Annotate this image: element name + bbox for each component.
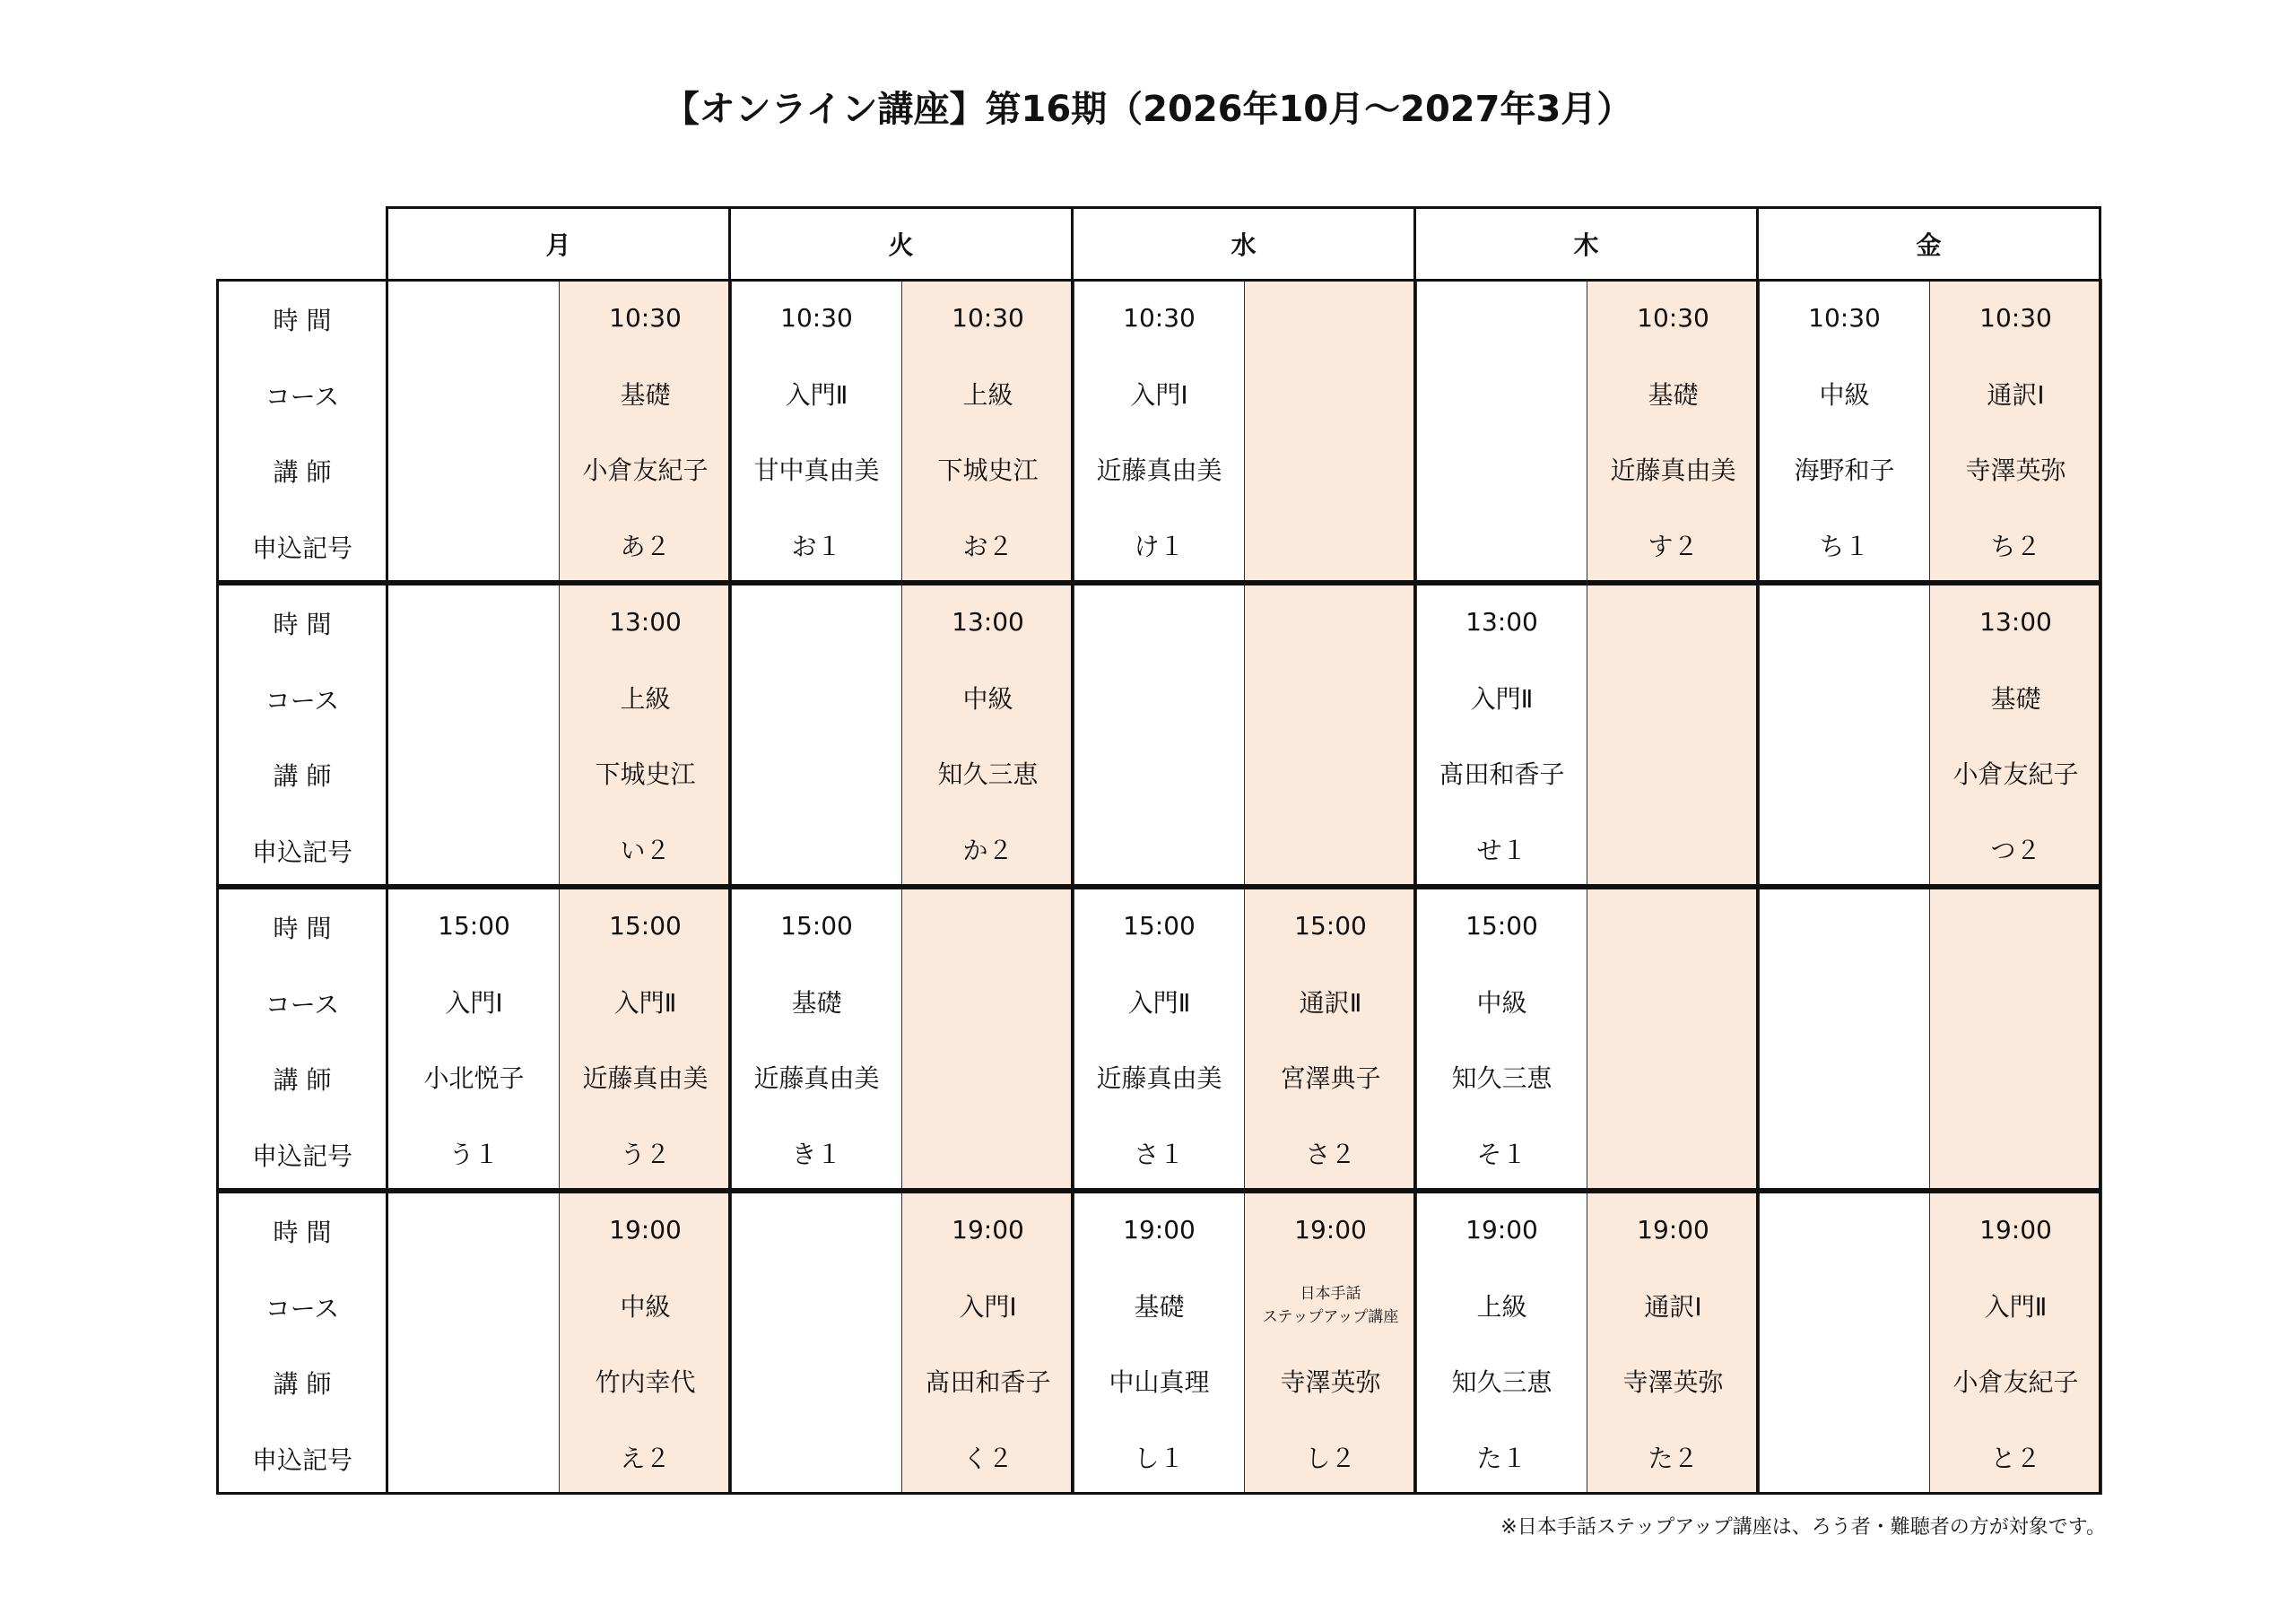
row-label: 時 間 [273,610,332,639]
slot-course: 入門Ⅱ [1984,1291,2048,1322]
slot-cell [1244,1191,1417,1495]
slot-teacher: 知久三恵 [1451,1063,1552,1093]
slot-cell [1244,887,1417,1191]
row-label: 申込記号 [251,533,352,563]
slot-course: 基礎 [620,379,671,410]
slot-code: た１ [1476,1443,1527,1473]
slot-course: 基礎 [1648,379,1699,410]
slot-time: 10:30 [609,302,682,333]
slot-course [1245,1268,1416,1343]
slot-time: 19:00 [1979,1214,2052,1245]
slot-cell [1929,1191,2102,1495]
slot-time: 19:00 [952,1214,1024,1245]
slot-course: 中級 [962,683,1013,714]
slot-cell [901,279,1074,583]
slot-time: 10:30 [1979,302,2052,333]
slot-cell [1758,279,1931,583]
slot-time: 19:00 [1294,1214,1367,1245]
slot-time: 10:30 [1808,302,1881,333]
slot-time: 19:00 [1637,1214,1709,1245]
slot-code: け１ [1134,531,1185,561]
slot-teacher: 近藤真由美 [582,1063,709,1093]
slot-course: 入門Ⅱ [785,379,848,410]
row-label: 申込記号 [251,837,352,867]
slot-teacher: 知久三恵 [937,759,1039,789]
slot-cell [901,1191,1074,1495]
slot-cell [559,583,732,887]
slot-course: 通訳Ⅱ [1299,987,1362,1018]
slot-course-part: 日本手話 [1300,1284,1361,1303]
slot-course: 入門Ⅰ [1130,379,1188,410]
slot-teacher: 近藤真由美 [1096,455,1222,485]
row-label: 申込記号 [251,1444,352,1475]
slot-course: 中級 [620,1291,671,1322]
slot-teacher: 近藤真由美 [753,1063,880,1093]
slot-teacher: 髙田和香子 [1439,759,1565,789]
slot-time: 15:00 [780,910,853,941]
slot-cell [1587,583,1760,887]
slot-time: 15:00 [1294,910,1367,941]
slot-cell [387,1191,561,1495]
slot-cell [1758,583,1931,887]
slot-cell [1073,279,1246,583]
row-label: コース [265,381,340,412]
slot-teacher: 宮澤典子 [1280,1063,1381,1093]
slot-course: 上級 [620,683,671,714]
page-title: 【オンライン講座】第16期（2026年10月～2027年3月） [663,89,1633,130]
slot-cell [1415,583,1588,887]
slot-course: 入門Ⅰ [959,1291,1017,1322]
row-label: 時 間 [273,1218,332,1247]
slot-time: 19:00 [1123,1214,1196,1245]
slot-teacher: 下城史江 [937,455,1039,485]
slot-cell [730,1191,903,1495]
day-header: 月 [386,206,731,282]
day-header: 火 [728,206,1074,282]
slot-time: 15:00 [609,910,682,941]
slot-teacher: 寺澤英弥 [1965,455,2066,485]
slot-code: く２ [962,1443,1013,1473]
slot-code: と２ [1990,1443,2041,1473]
slot-cell [1073,1191,1246,1495]
slot-code: す２ [1648,531,1699,561]
slot-cell [387,279,561,583]
row-label: 申込記号 [251,1141,352,1171]
slot-time: 15:00 [1465,910,1538,941]
slot-course: 上級 [1476,1291,1527,1322]
slot-code: き１ [791,1139,842,1169]
slot-time: 13:00 [952,606,1024,637]
slot-cell [1073,887,1246,1191]
slot-cell [1244,279,1417,583]
slot-code: え２ [620,1443,671,1473]
slot-cell [730,583,903,887]
footnote: ※日本手話ステップアップ講座は、ろう者・難聴者の方が対象です。 [1500,1516,2106,1539]
slot-cell [1758,887,1931,1191]
row-label: コース [265,685,340,716]
slot-code: お１ [791,531,842,561]
slot-teacher: 近藤真由美 [1096,1063,1222,1093]
slot-cell [559,1191,732,1495]
slot-teacher: 小倉友紀子 [1952,1367,2079,1397]
slot-cell [1587,887,1760,1191]
row-label-cell [216,887,388,1191]
slot-code: せ１ [1476,835,1527,865]
slot-teacher: 小北悦子 [423,1063,525,1093]
slot-cell [559,887,732,1191]
slot-cell [1415,279,1588,583]
slot-time: 13:00 [1979,606,2052,637]
slot-time: 15:00 [1123,910,1196,941]
slot-course: 入門Ⅱ [613,987,677,1018]
slot-code: し１ [1134,1443,1185,1473]
slot-code: ち１ [1819,531,1870,561]
slot-cell [1073,583,1246,887]
slot-teacher: 小倉友紀子 [1952,759,2079,789]
slot-cell [1415,1191,1588,1495]
slot-time: 10:30 [1123,302,1196,333]
schedule-table [216,206,2106,1499]
slot-cell [1244,583,1417,887]
slot-teacher: 中山真理 [1109,1367,1210,1397]
slot-cell [1929,583,2102,887]
slot-teacher: 甘中真由美 [753,455,880,485]
slot-cell [901,583,1074,887]
slot-teacher: 小倉友紀子 [582,455,709,485]
slot-cell [1587,1191,1760,1495]
slot-course: 入門Ⅰ [445,987,503,1018]
slot-code: い２ [620,835,671,865]
row-label: 講 師 [273,457,332,487]
slot-time: 19:00 [609,1214,682,1245]
slot-teacher: 寺澤英弥 [1622,1367,1724,1397]
slot-time: 19:00 [1465,1214,1538,1245]
slot-teacher: 知久三恵 [1451,1367,1552,1397]
slot-course: 入門Ⅱ [1127,987,1191,1018]
slot-cell [1929,279,2102,583]
slot-code: つ２ [1990,835,2041,865]
slot-time: 13:00 [609,606,682,637]
slot-cell [1758,1191,1931,1495]
slot-course: 中級 [1476,987,1527,1018]
slot-time: 15:00 [438,910,510,941]
slot-code: あ２ [620,531,671,561]
slot-cell [730,887,903,1191]
slot-cell [387,583,561,887]
row-label-cell [216,279,388,583]
slot-cell [730,279,903,583]
slot-code: ち２ [1990,531,2041,561]
slot-cell [387,887,561,1191]
row-label: 講 師 [273,761,332,791]
slot-cell [1587,279,1760,583]
slot-code: う１ [448,1139,500,1169]
row-label: 時 間 [273,914,332,943]
slot-cell [1415,887,1588,1191]
row-label: コース [265,1293,340,1323]
slot-time: 10:30 [952,302,1024,333]
slot-course: 中級 [1819,379,1870,410]
row-label-cell [216,1191,388,1495]
slot-teacher: 髙田和香子 [925,1367,1051,1397]
slot-course: 上級 [962,379,1013,410]
slot-code: さ２ [1305,1139,1356,1169]
slot-code: お２ [962,531,1013,561]
row-label: 時 間 [273,306,332,335]
slot-cell [901,887,1074,1191]
slot-code: た２ [1648,1443,1699,1473]
slot-course: 基礎 [791,987,842,1018]
slot-cell [1929,887,2102,1191]
slot-code: そ１ [1476,1139,1527,1169]
day-header: 金 [1756,206,2101,282]
slot-course: 基礎 [1990,683,2041,714]
slot-time: 10:30 [780,302,853,333]
slot-teacher: 近藤真由美 [1610,455,1736,485]
row-label-cell [216,583,388,887]
slot-time: 10:30 [1637,302,1709,333]
slot-code: し２ [1305,1443,1356,1473]
slot-cell [559,279,732,583]
row-label: コース [265,989,340,1019]
slot-course-part: ステップアップ講座 [1262,1307,1399,1326]
slot-course: 通訳Ⅰ [1987,379,2045,410]
slot-course: 入門Ⅱ [1470,683,1534,714]
day-header: 木 [1413,206,1759,282]
slot-code: さ１ [1134,1139,1185,1169]
row-label: 講 師 [273,1369,332,1399]
slot-teacher: 下城史江 [595,759,696,789]
slot-time: 13:00 [1465,606,1538,637]
slot-code: か２ [962,835,1013,865]
row-label: 講 師 [273,1065,332,1095]
slot-course: 通訳Ⅰ [1644,1291,1702,1322]
day-header: 水 [1071,206,1416,282]
slot-course: 基礎 [1134,1291,1185,1322]
slot-teacher: 海野和子 [1794,455,1895,485]
slot-teacher: 竹内幸代 [595,1367,696,1397]
slot-code: う２ [620,1139,671,1169]
slot-teacher: 寺澤英弥 [1280,1367,1381,1397]
